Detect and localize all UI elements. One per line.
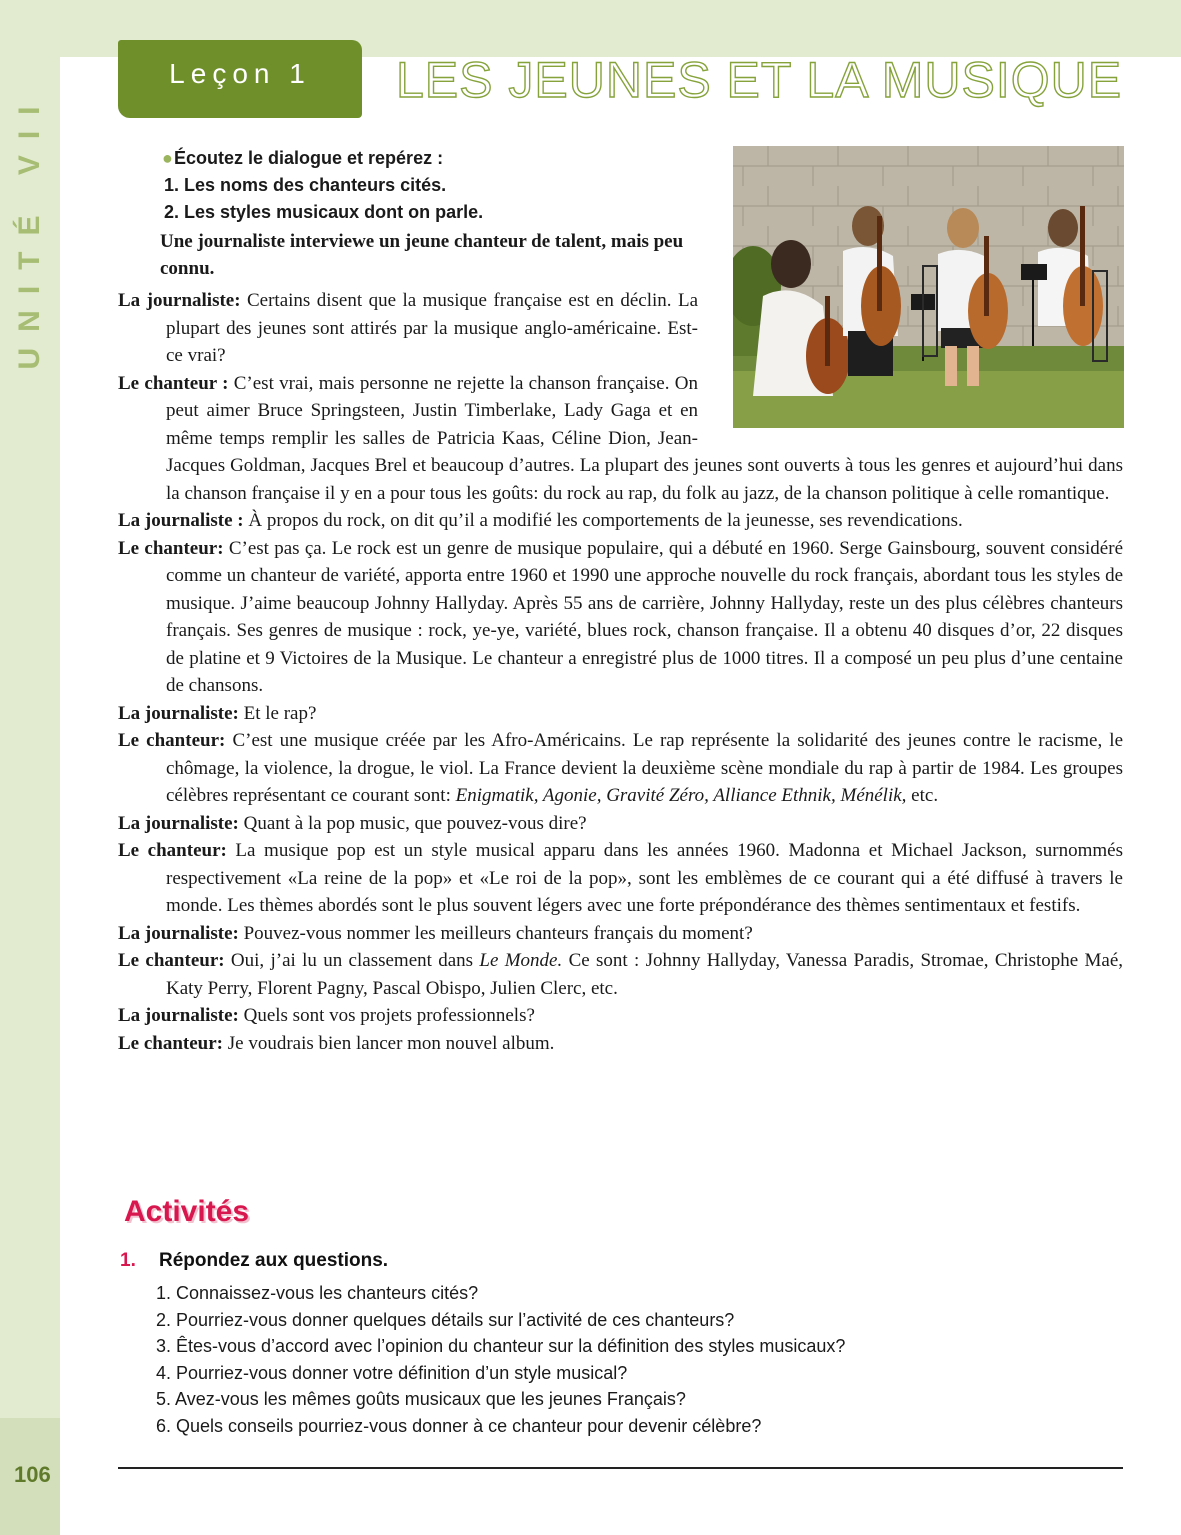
speaker-label: Le chanteur: bbox=[118, 1032, 224, 1054]
question-item: 3. Êtes-vous d’accord avec l’opinion du chanteur sur la définition des styles musicaux? bbox=[156, 1336, 846, 1356]
dialogue-italic-text: Le Monde. bbox=[479, 950, 563, 971]
dialogue-text: C’est vrai, mais personne ne rejette la chanson française. On peut aimer Bruce Springsteen, Justin Timberlake, Lady Gaga et en même temps remplir les salles de Patricia Kaas, Céline Dion, Jean-Jacques Goldman, Jacques Brel et beaucoup d’autres. La plupart des jeunes sont ouverts à tous les genres et aujourd’hui dans la chanson française il y en a pour tous les goûts: du rock au rap, du folk au jazz, de la chanson politique à celle romantique. bbox=[166, 372, 1123, 504]
exercise-number: 1. bbox=[120, 1250, 136, 1271]
unit-label: UNITÉ VII bbox=[13, 90, 46, 370]
dialogue-text: Et le rap? bbox=[243, 702, 317, 724]
speaker-label: Le chanteur: bbox=[118, 537, 224, 559]
question-item: 5. Avez-vous les mêmes goûts musicaux que les jeunes Français? bbox=[156, 1389, 686, 1409]
bullet-icon: ● bbox=[162, 148, 173, 168]
dialogue-turn bbox=[118, 837, 1123, 920]
dialogue-text: Quant à la pop music, que pouvez-vous dire? bbox=[243, 812, 587, 834]
instruction-lead: Écoutez le dialogue et repérez : bbox=[174, 148, 444, 168]
question-item: 2. Pourriez-vous donner quelques détails sur l’activité de ces chanteurs? bbox=[156, 1309, 735, 1330]
footer-rule bbox=[118, 1467, 1123, 1469]
dialogue-italic-text: Enigmatik, Agonie, Gravité Zéro, Alliance Ethnik, Ménélik, bbox=[455, 785, 907, 806]
dialogue-turn bbox=[118, 947, 1123, 1002]
dialogue-turn bbox=[118, 507, 1123, 535]
listening-instructions bbox=[160, 145, 720, 226]
dialogue-text: Ce sont : Johnny Hallyday, Vanessa Paradis, Stromae, Christophe Maé, Katy Perry, Florent Pagny, Pascal Obispo, Julien Clerc, etc. bbox=[166, 950, 1124, 999]
speaker-label: La journaliste : bbox=[118, 510, 244, 531]
dialogue-text: Pouvez-vous nommer les meilleurs chanteurs français du moment? bbox=[243, 922, 753, 944]
speaker-label: Le chanteur: bbox=[118, 950, 225, 971]
dialogue-turn bbox=[118, 727, 1123, 810]
question-item: 1. Connaissez-vous les chanteurs cités? bbox=[156, 1283, 479, 1303]
dialogue-text: Quels sont vos projets professionnels? bbox=[243, 1005, 535, 1026]
speaker-label: Le chanteur: bbox=[118, 730, 226, 751]
dialogue bbox=[118, 287, 1123, 1057]
question-item: 4. Pourriez-vous donner votre définition d’un style musical? bbox=[156, 1362, 628, 1383]
dialogue-turn bbox=[118, 700, 1123, 728]
dialogue-turn bbox=[118, 535, 1123, 700]
photo-wrap-space bbox=[698, 287, 1123, 433]
speaker-label: Le chanteur : bbox=[118, 372, 229, 394]
exercise-title: Répondez aux questions. bbox=[159, 1250, 389, 1271]
dialogue-text: C’est pas ça. Le rock est un genre de musique populaire, qui a débuté en 1960. Serge Gainsbourg, souvent considéré comme un chanteur de variété, apporta entre 1960 et 1990 une approche nouvelle du rock français, abordant tous les styles de musique. J’aime beaucoup Johnny Hallyday. Après 55 ans de carrière, Johnny Hallyday, reste un des plus célèbres chanteurs français. Ses genres de musique : rock, ye-ye, variété, blues rock, chanson française. Il a obtenu 40 disques d’or, 22 disques de platine et 9 Victoires de la Musique. Le chanteur a enregistré plus de 1000 titres. Il a composé un peu plus d’une centaine de chansons. bbox=[166, 537, 1124, 696]
dialogue-text: La musique pop est un style musical apparu dans les années 1960. Madonna et Michael Jackson, surnommés respectivement «La reine de la pop» et «Le roi de la pop», sont les emblèmes de ce courant qui a été diffusé à travers le monde. Les thèmes abordés sont le plus souvent légers avec une forte prépondérance des thèmes sentimentaux et festifs. bbox=[166, 840, 1123, 916]
dialogue-text: C’est une musique créée par les Afro-Américains. Le rap représente la solidarité des jeunes contre le racisme, le chômage, la violence, la drogue, le viol. La France devient la deuxième scène mondiale du rap à partir de 1984. Les groupes célèbres représentant ce courant sont: bbox=[166, 730, 1124, 806]
question-list bbox=[156, 1280, 845, 1439]
page-number: 106 bbox=[14, 1462, 51, 1487]
dialogue-turn bbox=[118, 920, 1123, 948]
dialogue-intro: Une journaliste interviewe un jeune chanteur de talent, mais peu connu. bbox=[160, 231, 684, 279]
speaker-label: La journaliste: bbox=[118, 702, 239, 724]
lesson-label: Leçon 1 bbox=[169, 58, 311, 89]
instruction-item: 1. Les noms des chanteurs cités. bbox=[164, 175, 447, 195]
speaker-label: La journaliste: bbox=[118, 290, 241, 311]
dialogue-turn bbox=[118, 1002, 1123, 1030]
dialogue-text: Certains disent que la musique française est en déclin. La plupart des jeunes sont attirés par la musique anglo-américaine. Est-ce vrai? bbox=[166, 290, 699, 366]
activities-heading: Activités bbox=[124, 1195, 250, 1228]
speaker-label: La journaliste: bbox=[118, 1005, 239, 1026]
instruction-item: 2. Les styles musicaux dont on parle. bbox=[164, 202, 484, 222]
dialogue-turn bbox=[118, 1030, 1123, 1058]
dialogue-text: Oui, j’ai lu un classement dans bbox=[230, 950, 474, 971]
speaker-label: La journaliste: bbox=[118, 922, 239, 944]
dialogue-text: À propos du rock, on dit qu’il a modifié les comportements de la jeunesse, ses revendications. bbox=[248, 510, 963, 531]
dialogue-turn bbox=[118, 810, 1123, 838]
dialogue-text: Je voudrais bien lancer mon nouvel album. bbox=[227, 1032, 555, 1054]
speaker-label: La journaliste: bbox=[118, 812, 239, 834]
dialogue-text: etc. bbox=[911, 785, 939, 806]
lesson-title: LES JEUNES ET LA MUSIQUE bbox=[396, 52, 1123, 108]
question-item: 6. Quels conseils pourriez-vous donner à ce chanteur pour devenir célèbre? bbox=[156, 1415, 762, 1436]
speaker-label: Le chanteur: bbox=[118, 840, 227, 861]
